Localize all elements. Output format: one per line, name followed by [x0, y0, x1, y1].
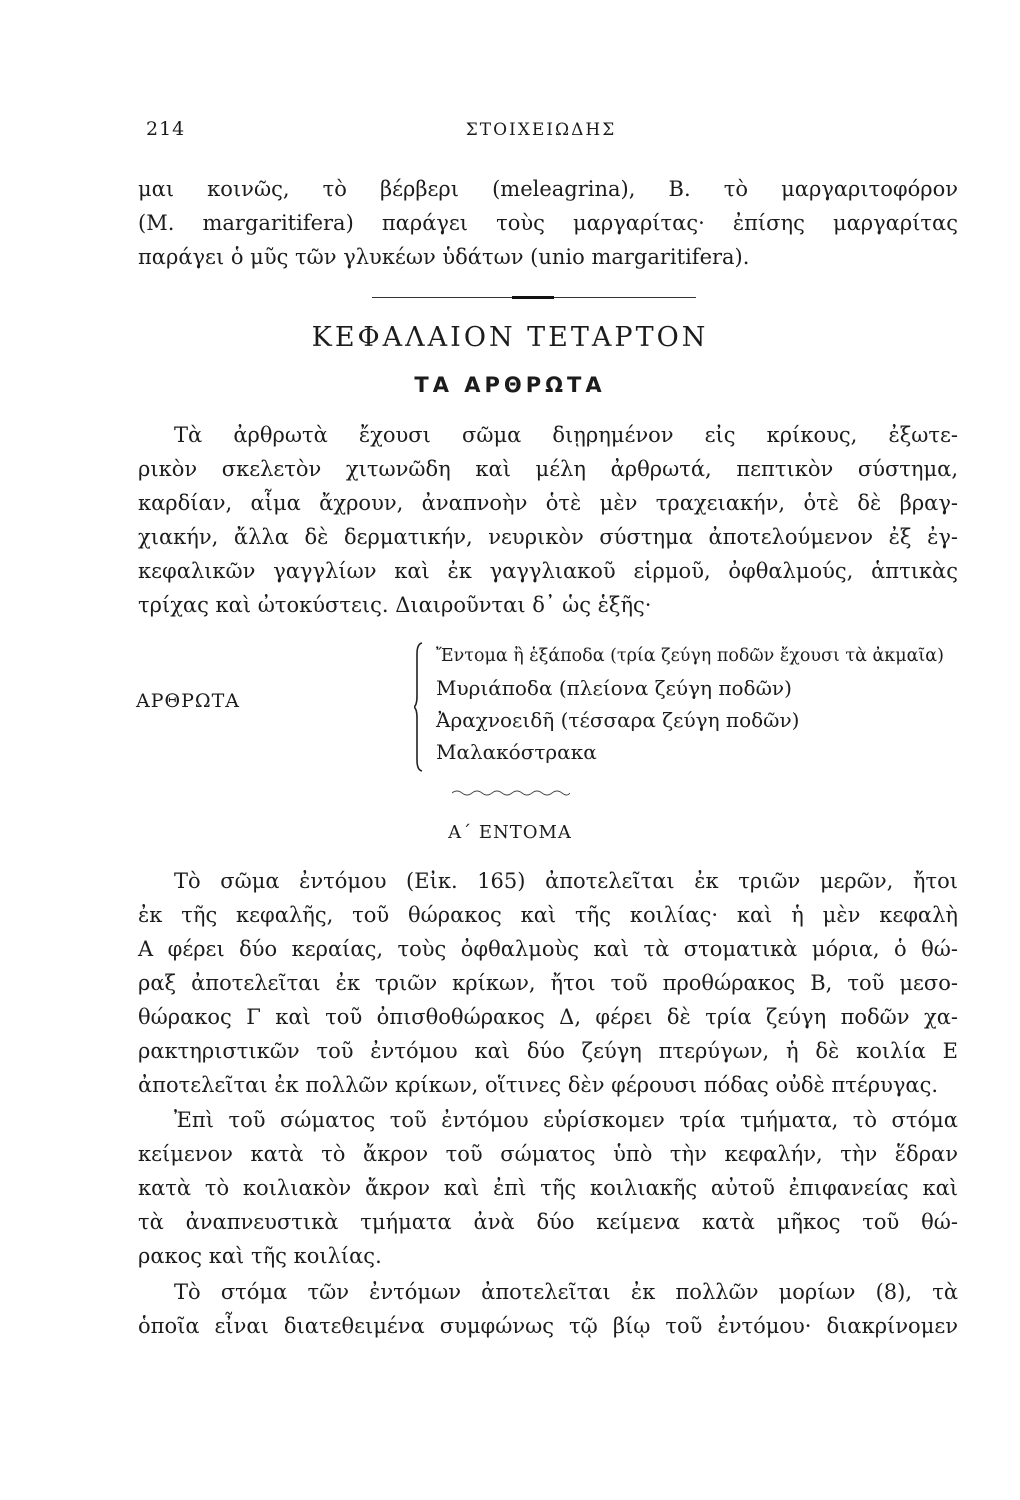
running-title: ΣΤΟΙΧΕΙΩΔΗΣ — [465, 120, 617, 140]
paragraph-arthropods — [138, 418, 958, 622]
section-heading: Α΄ ΕΝΤΟΜΑ — [448, 822, 572, 843]
text-line: ὁποῖα εἶναι διατεθειμένα συμφώνως τῷ βίῳ τοῦ ἐντόμου· διακρίνομεν — [138, 1314, 958, 1338]
text-line: μαι κοινῶς, τὸ βέρβερι (meleagrina), Β. τὸ μαργαριτοφόρον — [138, 177, 958, 201]
text-line: τρίχας καὶ ὠτοκύστεις. Διαιροῦνται δ᾽ ὡς ἑξῆς· — [138, 593, 652, 617]
text-line: Ἐπὶ τοῦ σώματος τοῦ ἐντόμου εὑρίσκομεν τρία τμήματα, τὸ στόμα — [174, 1108, 958, 1132]
text-line: τὰ ἀναπνευστικὰ τμήματα ἀνὰ δύο κείμενα κατὰ μῆκος τοῦ θώ- — [138, 1210, 958, 1234]
text-line: Τὰ ἀρθρωτὰ ἔχουσι σῶμα διῃρημένον εἰς κρίκους, ἐξωτε- — [174, 423, 958, 447]
text-line: ρακτηριστικῶν τοῦ ἐντόμου καὶ δύο ζεύγη πτερύγων, ἡ δὲ κοιλία Ε — [138, 1039, 958, 1063]
classification-item: Μαλακόστρακα — [436, 740, 597, 764]
page-header — [146, 118, 936, 148]
classification-label: ΑΡΘΡΩΤΑ — [136, 690, 241, 712]
text-line: ἀποτελεῖται ἐκ πολλῶν κρίκων, οἵτινες δὲν φέρουσι πόδας οὐδὲ πτέρυγας. — [138, 1073, 939, 1097]
paragraph-mouthparts — [138, 1275, 958, 1343]
text-line: Τὸ σῶμα ἐντόμου (Εἰκ. 165) ἀποτελεῖται ἐκ τριῶν μερῶν, ἤτοι — [174, 869, 958, 893]
text-line: ρακος καὶ τῆς κοιλίας. — [138, 1244, 382, 1268]
ornamental-wavy-divider — [452, 788, 570, 798]
text-line: Τὸ στόμα τῶν ἐντόμων ἀποτελεῖται ἐκ πολλῶν μορίων (8), τὰ — [174, 1280, 958, 1304]
chapter-subtitle: ΤΑ ΑΡΘΡΩΤΑ — [414, 373, 606, 397]
classification-item: Ἔντομα ἢ ἑξάποδα (τρία ζεύγη ποδῶν ἔχουσι τὰ ἀκμαῖα) — [436, 646, 944, 666]
chapter-title: ΚΕΦΑΛΑΙΟΝ ΤΕΤΑΡΤΟΝ — [311, 322, 709, 353]
classification-item: Μυριάποδα (πλείονα ζεύγη ποδῶν) — [436, 676, 792, 700]
paragraph-body-openings — [138, 1103, 958, 1273]
text-line: ἐκ τῆς κεφαλῆς, τοῦ θώρακος καὶ τῆς κοιλίας· καὶ ἡ μὲν κεφαλὴ — [138, 903, 958, 927]
intro-paragraph — [138, 172, 958, 274]
page-number: 214 — [146, 118, 186, 140]
classification-items — [436, 640, 956, 768]
text-line: παράγει ὁ μῦς τῶν γλυκέων ὑδάτων (unio margaritifera). — [138, 245, 750, 269]
classification-table — [130, 640, 950, 776]
text-line: (M. margaritifera) παράγει τοὺς μαργαρίτας· ἐπίσης μαργαρίτας — [138, 211, 958, 235]
text-line: ραξ ἀποτελεῖται ἐκ τριῶν κρίκων, ἤτοι τοῦ προθώρακος Β, τοῦ μεσο- — [138, 971, 958, 995]
text-line: κατὰ τὸ κοιλιακὸν ἄκρον καὶ ἐπὶ τῆς κοιλιακῆς αὐτοῦ ἐπιφανείας καὶ — [138, 1176, 958, 1200]
text-line: κεφαλικῶν γαγγλίων καὶ ἐκ γαγγλιακοῦ εἱρμοῦ, ὀφθαλμούς, ἁπτικὰς — [138, 559, 958, 583]
text-line: καρδίαν, αἷμα ἄχρουν, ἀναπνοὴν ὁτὲ μὲν τραχειακήν, ὁτὲ δὲ βραγ- — [138, 491, 958, 515]
text-line: Α φέρει δύο κεραίας, τοὺς ὀφθαλμοὺς καὶ τὰ στοματικὰ μόρια, ὁ θώ- — [138, 937, 958, 961]
text-line: χιακήν, ἄλλα δὲ δερματικήν, νευρικὸν σύστημα ἀποτελούμενον ἐξ ἐγ- — [138, 525, 958, 549]
paragraph-insect-body — [138, 864, 958, 1102]
text-line: ρικὸν σκελετὸν χιτωνῶδη καὶ μέλη ἀρθρωτά, πεπτικὸν σύστημα, — [138, 457, 958, 481]
text-line: κείμενον κατὰ τὸ ἄκρον τοῦ σώματος ὑπὸ τὴν κεφαλήν, τὴν ἕδραν — [138, 1142, 958, 1166]
section-divider — [372, 296, 696, 299]
text-line: θώρακος Γ καὶ τοῦ ὀπισθοθώρακος Δ, φέρει δὲ τρία ζεύγη ποδῶν χα- — [138, 1005, 958, 1029]
curly-brace-icon — [414, 642, 424, 772]
classification-item: Ἀραχνοειδῆ (τέσσαρα ζεύγη ποδῶν) — [436, 708, 800, 732]
